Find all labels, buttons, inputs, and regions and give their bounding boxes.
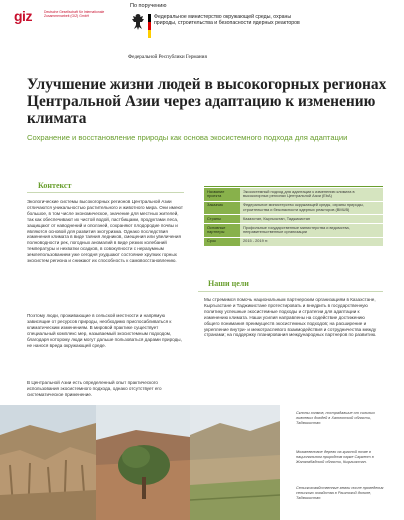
juniper-tree-photo	[96, 405, 190, 520]
row-label: Название проекта	[204, 188, 240, 202]
table-row	[204, 188, 383, 202]
context-paragraph: Поэтому люди, проживающие в сельской местности и напрямую зависящие от ресурсов природы, необходимо приспосабливаться к климатическим изменениям. В мировой практике существует специальный комплекс мер, называемый экосистемным подходом, благодаря которому люди могут дальше пользоваться дарами природы, не нанося вреда окружающей среде.	[27, 313, 182, 348]
photo-caption: Можжевеловое дерево на красной почве в национальном природном парке Саркент в Жалалабадской области, Кыргызстан.	[296, 450, 374, 464]
german-flag-icon	[148, 14, 151, 38]
country-name: Федеральной Республики Германия	[128, 54, 207, 60]
table-row	[204, 201, 383, 215]
photo-caption: Сельскохозяйственные земли после проведения сельского хозяйства в Раштской долине, Таджикистан.	[296, 486, 384, 500]
mandate-label: По поручению	[130, 3, 167, 9]
row-value: Профильные государственные министерства и ведомства, неправительственные организации	[240, 224, 383, 238]
row-label: Заказчик	[204, 201, 240, 215]
table-row	[204, 224, 383, 238]
row-label: Страны	[204, 215, 240, 224]
row-label: Основные партнеры	[204, 224, 240, 238]
giz-tagline: Deutsche Gesellschaft für Internationale Zusammenarbeit (GIZ) GmbH	[44, 10, 105, 19]
goals-heading: Наши цели	[208, 279, 249, 288]
ministry-name: Федеральное министерство окружающей среды, охраны природы, строительства и безопасности ядерных реакторов	[154, 14, 300, 27]
farmland-photo	[190, 405, 280, 520]
document-title: Улучшение жизни людей в высокогорных регионах Центральной Азии через адаптацию к изменению климата	[27, 76, 387, 127]
row-label: Срок	[204, 237, 240, 246]
row-value: Экосистемный подход для адаптации к изменению климата в высокогорных регионах Центральной Азии (EbA)	[240, 188, 383, 202]
project-info-table	[204, 186, 383, 247]
context-heading: Контекст	[38, 181, 72, 190]
eroded-hills-photo	[0, 405, 96, 520]
federal-eagle-icon	[131, 13, 145, 31]
document-subtitle: Сохранение и восстановление природы как основа экосистемного подхода для адаптации	[27, 133, 348, 142]
table-row	[204, 215, 383, 224]
giz-logo: giz	[14, 8, 32, 24]
goals-paragraph: Мы стремимся помочь национальным партнерским организациям в Казахстане, Кыргызстане и Таджикистане протестировать и внедрить в государственную политику успешные экосистемные подходы и стратегии для адаптации к изменению климата. Наши усилия направлены на содействие достижению общего понимания преимуществ экосистемных подходов; на расширение и укрепление внутри- и межотраслевого взаимодействия и сотрудничества между странами; на поддержку планирования международных партнеров по развитию.	[204, 297, 377, 338]
context-paragraph: В Центральной Азии есть определенный опыт практического использования экосистемного подхода, однако отсутствует его систематическое применение.	[27, 380, 162, 397]
row-value: 2015 - 2019 гг.	[240, 237, 383, 246]
table-row	[204, 237, 383, 246]
photo-caption: Склоны холмов, пострадавшие от сильных ливневых дождей в Хатлонской области, Таджикистан.	[296, 411, 375, 425]
row-value: Федеральное министерство окружающей среды, охраны природы, строительства и безопасности ядерных реакторов (BMUB)	[240, 201, 383, 215]
goals-divider	[198, 291, 383, 292]
row-value: Казахстан, Кыргызстан, Таджикистан	[240, 215, 383, 224]
context-divider	[27, 192, 184, 193]
context-paragraph: Экологические системы высокогорных регионов Центральной Азии отличаются уникальностью растительного и животного мира. Они имеют большое, в том числе экономическое, значение для местных жителей, так как обеспечивают их чистой водой, пастбищами, продуктами леса, защищают от наводнений и оползней, сохраняют плодородие почвы и являются основой для развития экотуризма. Однако последствия изменения климата в виде таяния ледников, смещения или увеличения полноводности рек, погодных аномалий в виде резких колебаний температуры и нехватки осадков, в совокупности с неразумным землепользованием уже сегодня ухудшают состояние хрупких горных экосистем региона и снижают их способность к самовосстановлению.	[27, 199, 183, 264]
